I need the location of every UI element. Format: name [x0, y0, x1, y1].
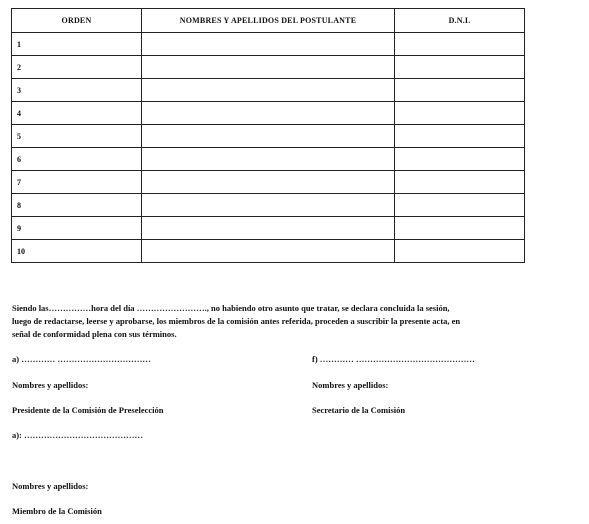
- dni-cell[interactable]: [395, 79, 525, 102]
- dni-cell[interactable]: [395, 56, 525, 79]
- orden-cell: 9: [12, 217, 142, 240]
- orden-cell: 8: [12, 194, 142, 217]
- dni-cell[interactable]: [395, 217, 525, 240]
- orden-cell: 7: [12, 171, 142, 194]
- dni-cell[interactable]: [395, 102, 525, 125]
- orden-cell: 2: [12, 56, 142, 79]
- dni-cell[interactable]: [395, 240, 525, 263]
- orden-cell: 4: [12, 102, 142, 125]
- nombres-cell[interactable]: [142, 33, 395, 56]
- orden-cell: 3: [12, 79, 142, 102]
- dni-cell[interactable]: [395, 33, 525, 56]
- nombres-cell[interactable]: [142, 125, 395, 148]
- closing-line-1: Siendo las……………hora del día ……………………., no habiendo otro asunto que tratar, se declara concluida la sesión,: [12, 303, 450, 313]
- role-secretary: Secretario de la Comisión: [312, 405, 406, 415]
- signature-line-secretary: f) ………… ……………………………………: [312, 354, 475, 364]
- orden-cell: 1: [12, 33, 142, 56]
- table-row: [12, 194, 525, 217]
- dni-cell[interactable]: [395, 171, 525, 194]
- nombres-cell[interactable]: [142, 194, 395, 217]
- closing-paragraph: [12, 302, 557, 341]
- table-row: [12, 217, 525, 240]
- header-dni: D.N.I.: [395, 9, 525, 33]
- nombres-cell[interactable]: [142, 148, 395, 171]
- dni-cell[interactable]: [395, 125, 525, 148]
- header-orden: ORDEN: [12, 9, 142, 33]
- name-label-member: Nombres y apellidos:: [12, 481, 89, 491]
- nombres-cell[interactable]: [142, 79, 395, 102]
- signature-line-president: a) ………… ……………………………: [12, 354, 151, 364]
- postulants-table: [11, 8, 525, 263]
- nombres-cell[interactable]: [142, 56, 395, 79]
- name-label-secretary: Nombres y apellidos:: [312, 380, 389, 390]
- name-label-president: Nombres y apellidos:: [12, 380, 89, 390]
- table-row: [12, 79, 525, 102]
- signature-line-member: a): ……………………………………: [12, 430, 144, 440]
- orden-cell: 6: [12, 148, 142, 171]
- table-row: [12, 148, 525, 171]
- closing-line-3: señal de conformidad plena con sus términos.: [12, 329, 177, 339]
- nombres-cell[interactable]: [142, 240, 395, 263]
- nombres-cell[interactable]: [142, 102, 395, 125]
- closing-line-2: luego de redactarse, leerse y aprobarse, los miembros de la comisión antes referida, proceden a suscribir la presente acta, en: [12, 316, 461, 326]
- orden-cell: 5: [12, 125, 142, 148]
- dni-cell[interactable]: [395, 194, 525, 217]
- dni-cell[interactable]: [395, 148, 525, 171]
- table-row: [12, 33, 525, 56]
- table-row: [12, 102, 525, 125]
- table-row: [12, 125, 525, 148]
- table-header-row: [12, 9, 525, 33]
- table-row: [12, 171, 525, 194]
- role-president: Presidente de la Comisión de Preselección: [12, 405, 164, 415]
- table-row: [12, 240, 525, 263]
- nombres-cell[interactable]: [142, 217, 395, 240]
- nombres-cell[interactable]: [142, 171, 395, 194]
- orden-cell: 10: [12, 240, 142, 263]
- role-member: Miembro de la Comisión: [12, 506, 102, 516]
- table-row: [12, 56, 525, 79]
- header-nombres: NOMBRES Y APELLIDOS DEL POSTULANTE: [142, 9, 395, 33]
